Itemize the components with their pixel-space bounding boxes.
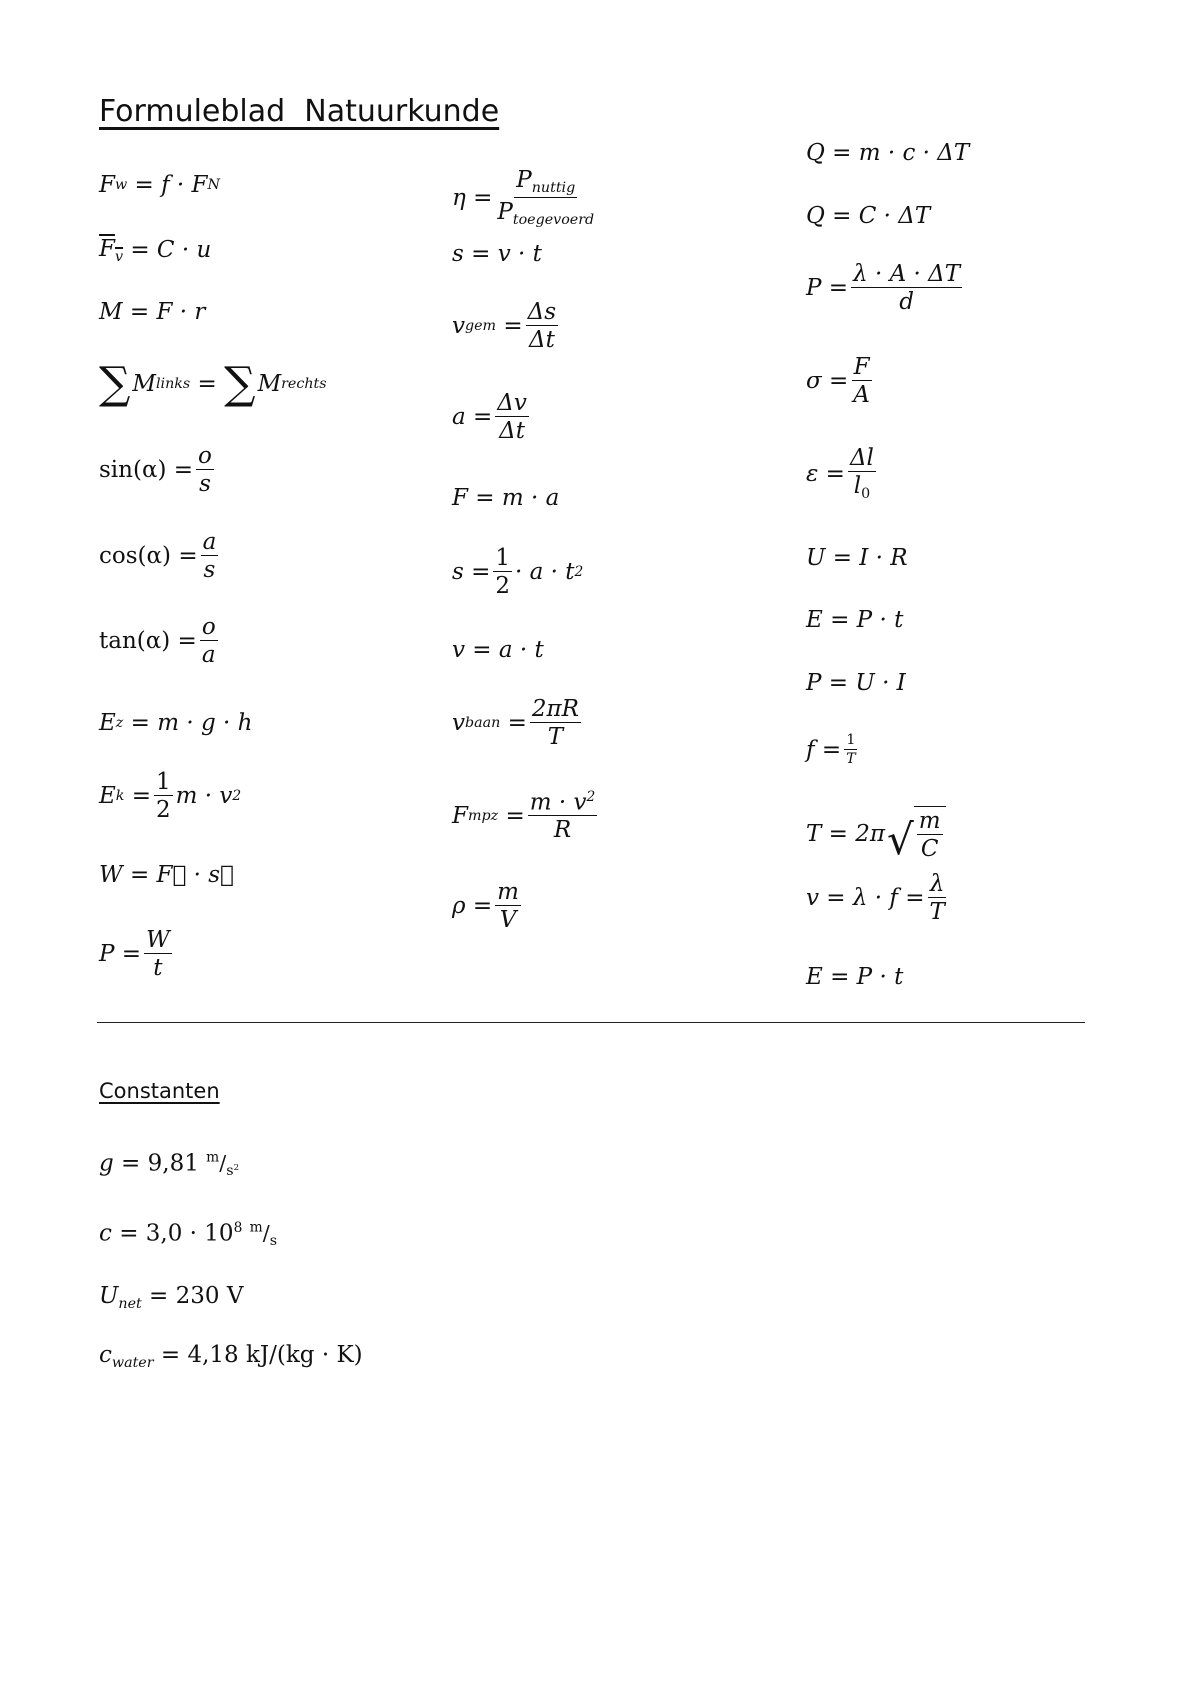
formula-frequency: f = $\frac{1}{T}$ xyxy=(806,732,856,767)
formula-s-vt: s = v · t xyxy=(452,241,542,267)
formula-v-gem: v gem = $\frac{\Delta s}{\Delta t}$ xyxy=(452,299,557,354)
formula-ohm: U = I · R xyxy=(806,545,908,571)
formula-efficiency: η = $\frac{P_{nuttig}}{P_{toegevoerd}}$ xyxy=(452,167,595,228)
constants-heading: Constanten xyxy=(99,1079,220,1103)
formula-strain: ε = $\frac{\Delta l}{l_0}$ xyxy=(806,445,874,503)
formula-energy-pt-2: E = P · t xyxy=(806,964,904,990)
formula-potential-energy: E z = m · g · h xyxy=(99,710,253,736)
formula-heat-m: Q = m · c · ΔT xyxy=(806,140,970,166)
formula-acceleration: a = $\frac{\Delta v}{\Delta t}$ xyxy=(452,390,527,445)
formula-conduction: P = $\frac{\lambda \cdot A \cdot \Delta T}{d}$ xyxy=(806,261,961,316)
formula-s-accel: s = $\frac{1}{2}$ · a · t 2 xyxy=(452,545,584,600)
divider xyxy=(97,1022,1085,1023)
formula-kinetic-energy: E k = $\frac{1}{2}$ m · v 2 xyxy=(99,769,242,824)
formula-tan: tan(α) = $\frac{o}{a}$ xyxy=(99,614,216,669)
formula-work: W = F⃗ · s⃗ xyxy=(99,862,234,888)
formula-power-ui: P = U · I xyxy=(806,670,906,696)
formula-power-work: P = $\frac{W}{t}$ xyxy=(99,927,170,982)
formula-sin: sin(α) = $\frac{o}{s}$ xyxy=(99,443,212,498)
formula-friction: F w = f · F N xyxy=(99,172,220,198)
formula-f-mpz: F mpz = $\frac{m \cdot v^2}{R}$ xyxy=(452,789,596,844)
formula-drag: $F_v$ = C · u xyxy=(99,236,212,265)
formula-moment: M = F · r xyxy=(99,299,206,325)
formula-density: ρ = $\frac{m}{V}$ xyxy=(452,879,519,934)
formula-v-baan: v baan = $\frac{2\pi R}{T}$ xyxy=(452,696,579,751)
formula-v-at: v = a · t xyxy=(452,637,544,663)
formula-stress: σ = $\frac{F}{A}$ xyxy=(806,354,870,409)
constant-c: $c = 3,0 \cdot 10^8$ $^m/_s$ xyxy=(99,1220,278,1250)
constant-g: g = 9,81 $^m/_{s^2}$ xyxy=(99,1150,240,1180)
constant-c-water: $c_{water} = 4,18$ kJ/(kg · K) xyxy=(99,1342,363,1371)
page-title: Formuleblad Natuurkunde xyxy=(99,94,500,129)
formula-wave: v = λ · f = $\frac{\lambda}{T}$ xyxy=(806,871,945,926)
formula-energy-pt: E = P · t xyxy=(806,607,904,633)
formula-period-spring: T = 2π √ $\frac{m}{C}$ xyxy=(806,806,946,861)
formula-moment-balance: ∑ M links = ∑ M rechts xyxy=(99,358,327,409)
formula-newton: F = m · a xyxy=(452,485,560,511)
formula-heat-c: Q = C · ΔT xyxy=(806,203,931,229)
constant-u-net: $U_{net} = 230$ V xyxy=(99,1283,244,1312)
formula-cos: cos(α) = $\frac{a}{s}$ xyxy=(99,529,217,584)
